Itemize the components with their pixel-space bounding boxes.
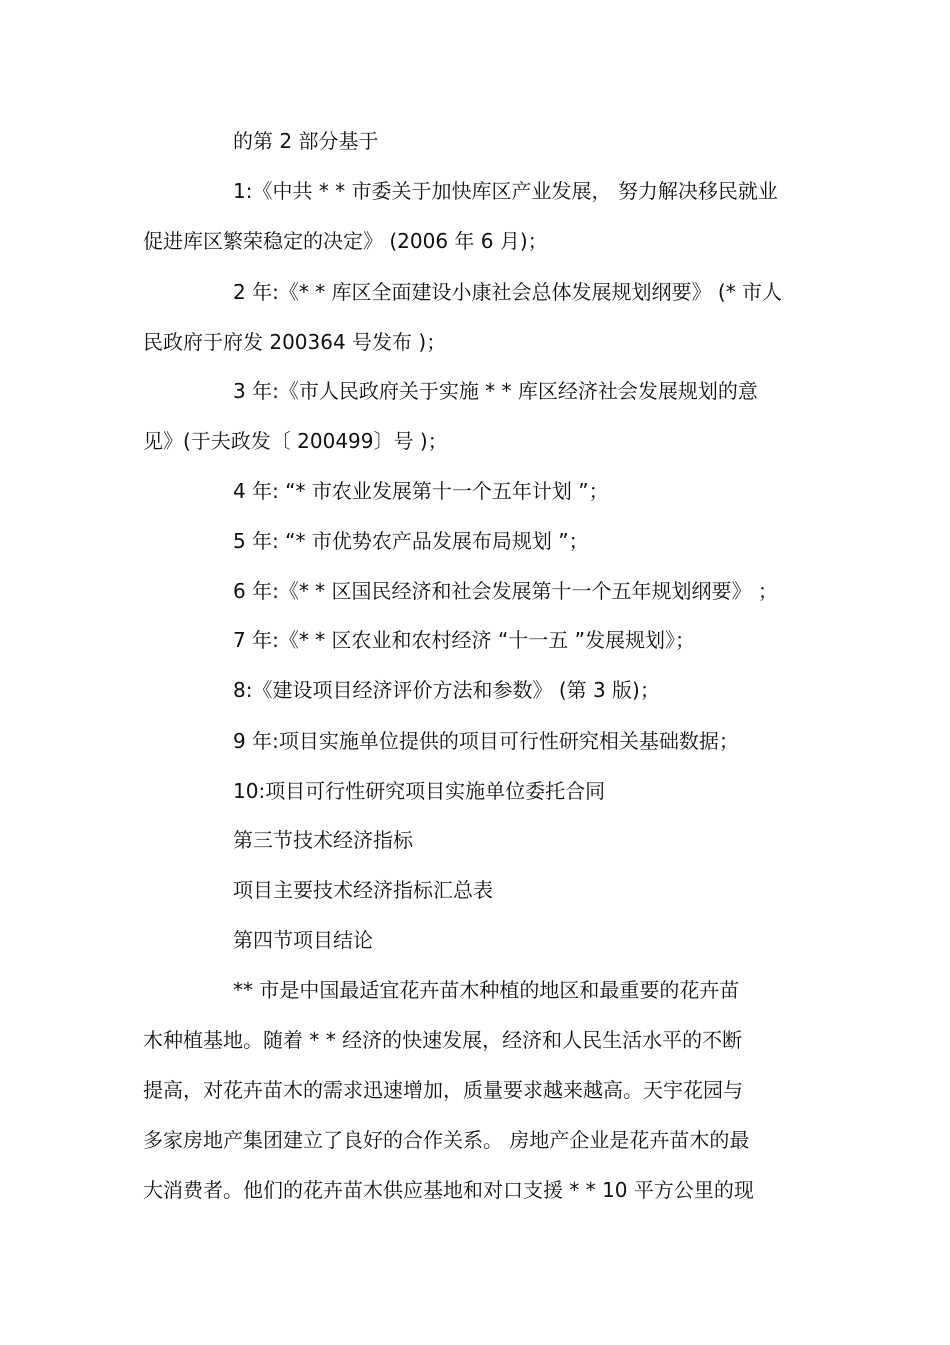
text-line: 3 年:《市人民政府关于实施 * * 库区经济社会发展规划的意: [233, 379, 758, 403]
text-line: 木种植基地。随着 * * 经济的快速发展，经济和人民生活水平的不断: [143, 1028, 743, 1052]
text-line: 促进库区繁荣稳定的决定》 (2006 年 6 月)；: [143, 229, 548, 253]
text-line: 2 年:《* * 库区全面建设小康社会总体发展规划纲要》 (* 市人: [233, 280, 783, 304]
section-heading: 第三节技术经济指标: [233, 828, 413, 852]
text-line: 见》(于夫政发〔 200499〕号 )；: [143, 429, 448, 453]
text-line: 6 年:《* * 区国民经济和社会发展第十一个五年规划纲要》 ；: [233, 579, 778, 603]
text-line: 民政府于府发 200364 号发布 )；: [143, 330, 447, 354]
text-line: 的第 2 部分基于: [233, 129, 379, 153]
text-line: 7 年:《* * 区农业和农村经济 “十一五 ”发展规划》；: [233, 628, 695, 652]
text-line: 提高，对花卉苗木的需求迅速增加，质量要求越来越高。天宇花园与: [143, 1078, 743, 1102]
text-line: 10:项目可行性研究项目实施单位委托合同: [233, 779, 606, 803]
text-line: ** 市是中国最适宜花卉苗木种植的地区和最重要的花卉苗: [233, 978, 740, 1002]
text-line: 4 年: “* 市农业发展第十一个五年计划 ”；: [233, 479, 609, 503]
table-caption: 项目主要技术经济指标汇总表: [233, 878, 493, 902]
text-line: 大消费者。他们的花卉苗木供应基地和对口支援 * * 10 平方公里的现: [143, 1178, 754, 1202]
section-heading: 第四节项目结论: [233, 928, 373, 952]
text-line: 9 年:项目实施单位提供的项目可行性研究相关基础数据；: [233, 729, 739, 753]
text-line: 1:《中共 * * 市委关于加快库区产业发展， 努力解决移民就业: [233, 179, 778, 203]
text-line: 8:《建设项目经济评价方法和参数》 (第 3 版)；: [233, 678, 660, 702]
text-line: 5 年: “* 市优势农产品发展布局规划 ”；: [233, 529, 589, 553]
text-line: 多家房地产集团建立了良好的合作关系。 房地产企业是花卉苗木的最: [143, 1128, 750, 1152]
